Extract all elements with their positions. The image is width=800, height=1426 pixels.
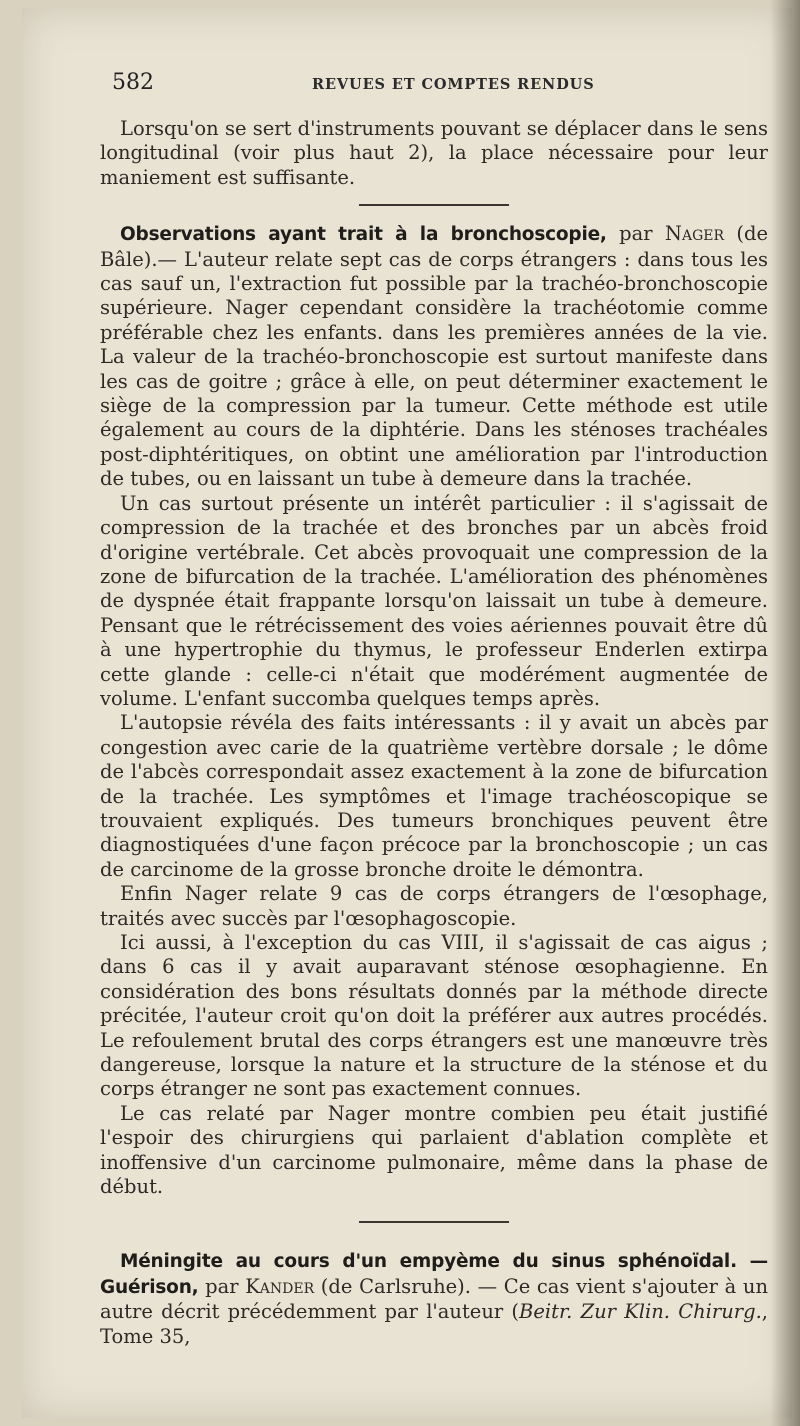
binding-shadow (770, 0, 800, 1426)
article-intro: Ce cas vient s'ajouter à un autre décrit précédemment par l'auteur ( (100, 1274, 768, 1324)
opening-paragraph: Lorsqu'on se sert d'instruments pouvant se déplacer dans le sens longitudinal (voir plus haut 2), la place nécessaire pour leur maniement est suffisante. (100, 117, 768, 189)
section-divider (359, 204, 509, 206)
article-paragraph: Ici aussi, à l'exception du cas VIII, il s'agissait de cas aigus ; dans 6 cas il y avait auparavant sténose œsophagienne. En considération des bons résultats donnés par la méthode directe précitée, l'auteur croit qu'on doit la préférer aux autres procédés. Le refoulement brutal des corps étrangers est une manœuvre très dangereuse, lorsque la nature et la structure de la sténose et du corps étranger ne sont pas exactement connues. (100, 931, 768, 1101)
article-intro: L'auteur relate sept cas de corps étrangers : dans tous les cas sauf un, l'extraction fut possible par la trachéo-bronchoscopie supérieure. Nager cependant considère la trachéotomie comme préférable chez les enfants. dans les premières années de la vie. La valeur de la trachéo-bronchoscopie est surtout manifeste dans les cas de goitre ; grâce à elle, on peut déterminer exactement le siège de la compression par la tumeur. Cette méthode est utile également au cours de la diphtérie. Dans les sténoses trachéales post-diphtéritiques, on obtint une amélioration par l'introduction de tubes, ou en laissant un tube à demeure dans la trachée. (100, 247, 768, 491)
journal-citation: Beitr. Zur Klin. Chirurg. (519, 1300, 762, 1324)
byline-par: par (198, 1274, 246, 1298)
article-bronchoscopie-first-paragraph (100, 222, 768, 491)
author-name: Kander (245, 1274, 315, 1298)
article-paragraph: L'autopsie révéla des faits intéressants : il y avait un abcès par congestion avec carie de la quatrième vertèbre dorsale ; le dôme de l'abcès correspondait assez exactement à la zone de bifurcation de la trachée. Les symptômes et l'image trachéoscopique se trouvaient expliqués. Des tumeurs bronchiques peuvent être diagnostiquées d'une façon précoce par la bronchoscopie ; un cas de carcinome de la grosse bronche droite le démontra. (100, 711, 768, 881)
author-location: (de Carlsruhe). — (314, 1274, 504, 1298)
author-location: (de Bâle).— (100, 222, 768, 271)
byline-par: par (606, 222, 665, 246)
section-divider (359, 1221, 509, 1223)
author-name: Nager (664, 222, 725, 246)
article-paragraph: Enfin Nager relate 9 cas de corps étrangers de l'œsophage, traités avec succès par l'œsophagoscopie. (100, 882, 768, 930)
article-paragraph: Un cas surtout présente un intérêt particulier : il s'agissait de compression de la trachée et des bronches par un abcès froid d'origine vertébrale. Cet abcès provoquait une compression de la zone de bifurcation de la trachée. L'amélioration des phénomènes de dyspnée était frappante lorsqu'on laissait un tube à demeure. Pensant que le rétrécissement des voies aériennes pouvait être dû à une hypertrophie du thymus, le professeur Enderlen extirpa cette glande : celle-ci n'était que modérément augmentée de volume. L'enfant succomba quelques temps après. (100, 491, 768, 710)
page-header (112, 70, 780, 100)
article-title: Observations ayant trait à la bronchoscopie, (120, 224, 607, 246)
article-meningite-first-paragraph (100, 1249, 768, 1349)
citation-tail: , Tome 35, (100, 1300, 768, 1348)
page-number: 582 (112, 70, 154, 95)
running-head: REVUES ET COMPTES RENDUS (312, 76, 595, 93)
article-paragraph: Le cas relaté par Nager montre combien peu était justifié l'espoir des chirurgiens qui parlaient d'ablation complète et inoffensive d'un carcinome pulmonaire, même dans la phase de début. (100, 1101, 768, 1199)
article-title: Méningite au cours d'un empyème du sinus sphénoïdal. —Guérison, (100, 1251, 768, 1298)
page-body (100, 117, 768, 1349)
